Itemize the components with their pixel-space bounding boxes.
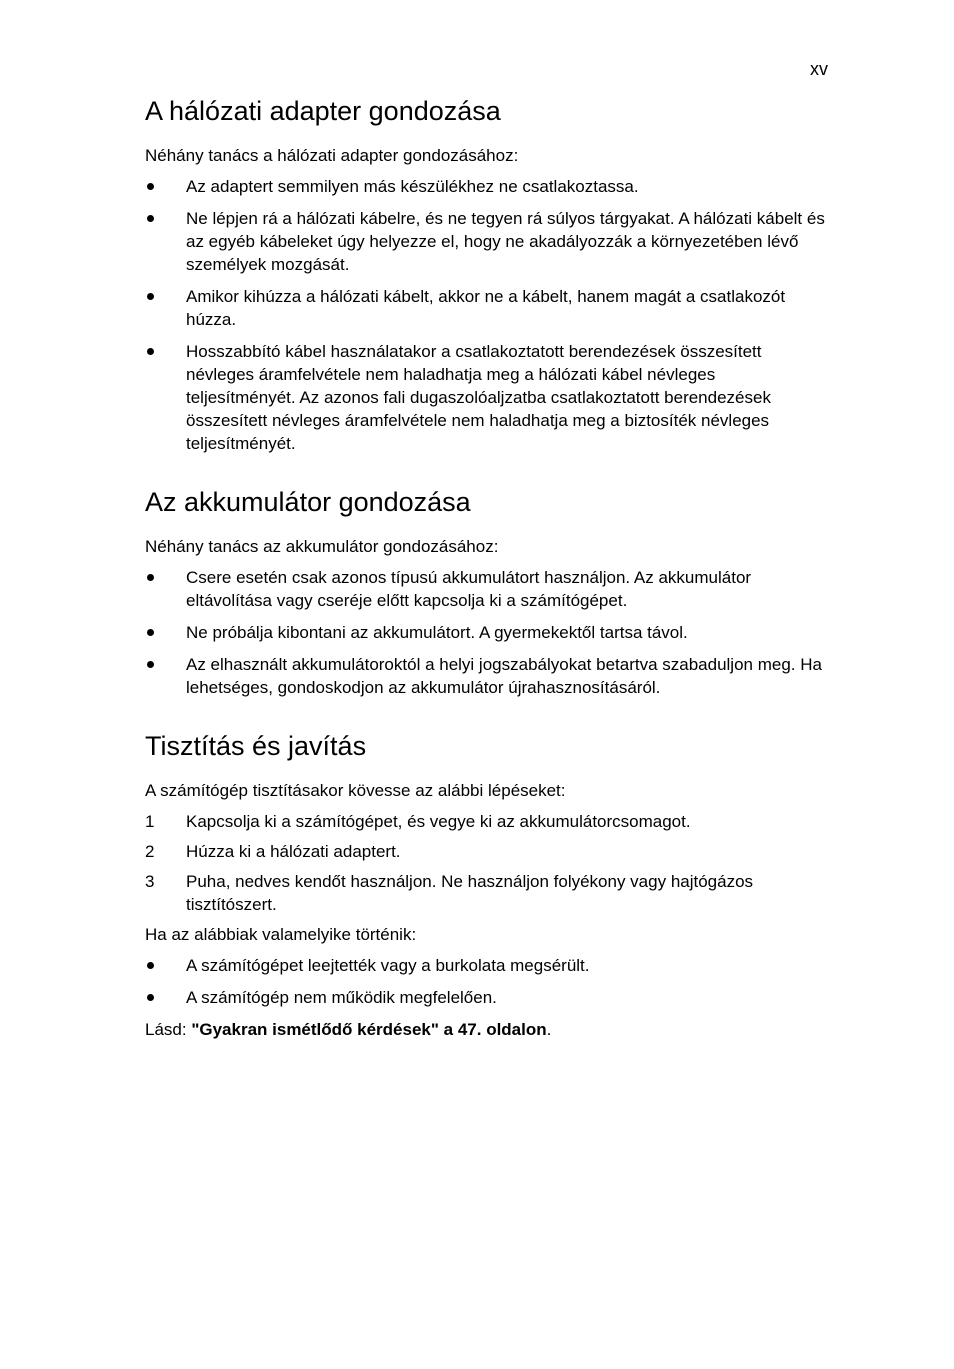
bullet-icon xyxy=(147,183,154,190)
section-intro-battery: Néhány tanács az akkumulátor gondozásához: xyxy=(145,537,499,556)
bullet-icon xyxy=(147,994,154,1001)
bullet-icon xyxy=(147,348,154,355)
page-number: xv xyxy=(810,59,828,79)
see-also-reference: Lásd: "Gyakran ismétlődő kérdések" a 47. oldalon. xyxy=(145,1020,552,1039)
bullet-icon xyxy=(147,293,154,300)
list-item: Ne lépjen rá a hálózati kábelre, és ne tegyen rá súlyos tárgyakat. A hálózati kábelt és az egyéb kábeleket úgy helyezze el, hogy ne akadályozzák a környezetében lévő személyek mozgását. xyxy=(145,207,825,276)
step-number: 1 xyxy=(145,812,155,831)
list-item: Amikor kihúzza a hálózati kábelt, akkor ne a kábelt, hanem magát a csatlakozót húzza. xyxy=(145,285,825,331)
step-number: 3 xyxy=(145,872,155,891)
list-item: Az elhasznált akkumulátoroktól a helyi jogszabályokat betartva szabaduljon meg. Ha lehetséges, gondoskodjon az akkumulátor újrahasznosításáról. xyxy=(145,653,825,699)
section-intro-cleaning: A számítógép tisztításakor kövesse az alábbi lépéseket: xyxy=(145,781,566,800)
document-body xyxy=(145,94,825,1041)
step-item: 2 Húzza ki a hálózati adaptert. xyxy=(145,842,401,861)
bullet-icon xyxy=(147,574,154,581)
section-title-cleaning: Tisztítás és javítás xyxy=(145,731,367,761)
list-item: Az adaptert semmilyen más készülékhez ne csatlakoztassa. xyxy=(145,175,825,198)
bullet-icon xyxy=(147,962,154,969)
list-item: Hosszabbító kábel használatakor a csatlakoztatott berendezések összesített névleges áramfelvétele nem haladhatja meg a hálózati kábel névleges teljesítményét. Az azonos fali dugaszolóaljzatba csatlakoztatott berendezések összesített névleges áramfelvétele nem haladhatja meg a biztosíték névleges teljesítményét. xyxy=(145,340,825,455)
failure-cases-list xyxy=(145,954,825,1009)
bullet-icon xyxy=(147,629,154,636)
step-number: 2 xyxy=(145,842,155,861)
section-title-battery: Az akkumulátor gondozása xyxy=(145,487,471,517)
list-item: A számítógépet leejtették vagy a burkolata megsérült. xyxy=(145,954,825,977)
step-item: 1 Kapcsolja ki a számítógépet, és vegye ki az akkumulátorcsomagot. xyxy=(145,812,691,831)
list-item: Ne próbálja kibontani az akkumulátort. A gyermekektől tartsa távol. xyxy=(145,621,825,644)
list-item: A számítógép nem működik megfelelően. xyxy=(145,986,825,1009)
bullet-icon xyxy=(147,215,154,222)
cleaning-steps-list xyxy=(145,810,825,916)
bullet-icon xyxy=(147,661,154,668)
faq-cross-reference-link[interactable]: "Gyakran ismétlődő kérdések" a 47. oldalon xyxy=(191,1020,547,1039)
section-title-adapter: A hálózati adapter gondozása xyxy=(145,96,501,126)
battery-tips-list xyxy=(145,566,825,699)
section-intro-adapter: Néhány tanács a hálózati adapter gondozásához: xyxy=(145,146,519,165)
section-intro2-cleaning: Ha az alábbiak valamelyike történik: xyxy=(145,925,417,944)
step-item: 3 Puha, nedves kendőt használjon. Ne használjon folyékony vagy hajtógázos tisztítószert. xyxy=(145,872,754,914)
list-item: Csere esetén csak azonos típusú akkumulátort használjon. Az akkumulátor eltávolítása vagy cseréje előtt kapcsolja ki a számítógépet. xyxy=(145,566,825,612)
adapter-tips-list xyxy=(145,175,825,455)
